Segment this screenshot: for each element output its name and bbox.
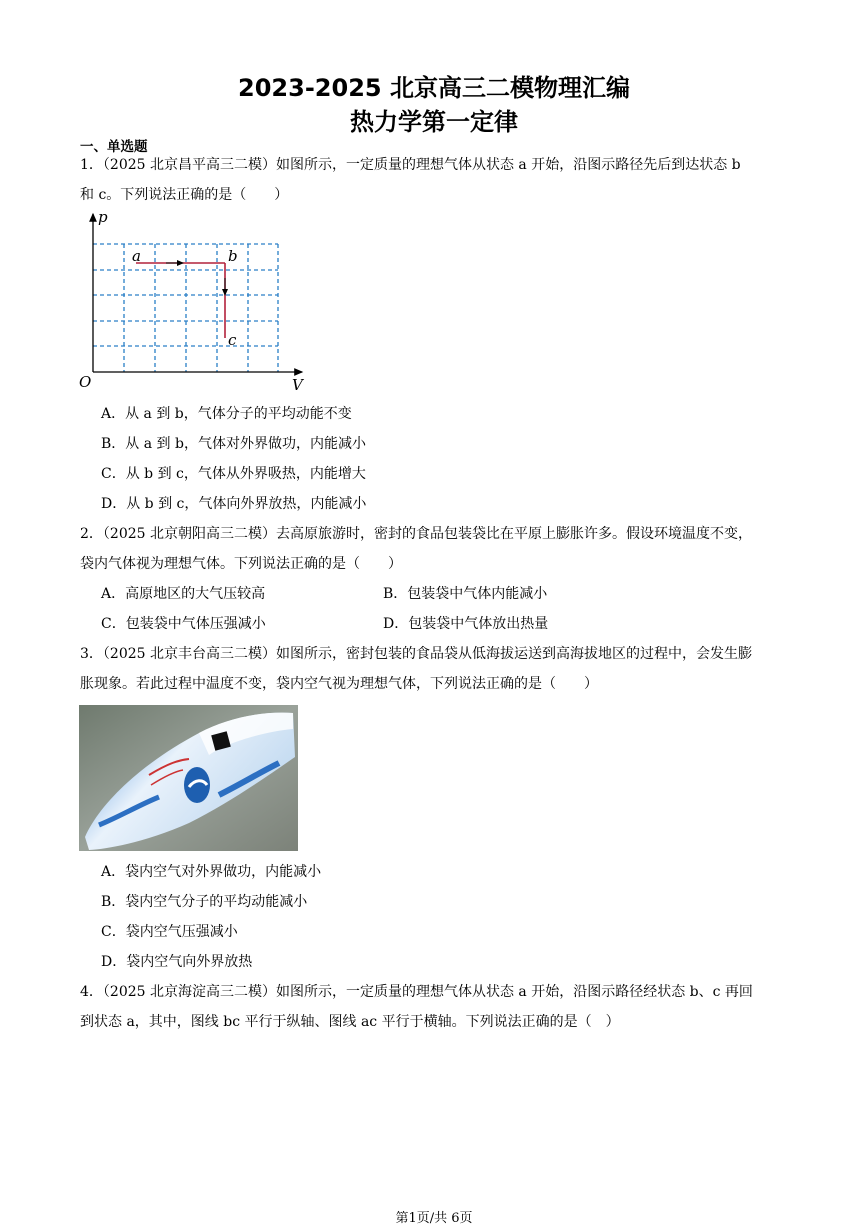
q1-graph-label-b: b — [228, 247, 238, 265]
q1-graph-label-p: p — [98, 208, 108, 226]
document-title: 2023-2025 北京高三二模物理汇编 — [238, 74, 630, 102]
q1-graph-path — [136, 263, 225, 338]
q4-stem-line1: 4．（2025 北京海淀高三二模）如图所示，一定质量的理想气体从状态 a 开始，沿图示路径经状态 b、c 再回 — [80, 984, 753, 1000]
q2-option-c[interactable]: C．包装袋中气体压强减小 — [101, 616, 266, 632]
q1-option-d[interactable]: D．从 b 到 c，气体向外界放热，内能减小 — [101, 496, 367, 512]
q2-stem-line1: 2．（2025 北京朝阳高三二模）去高原旅游时，密封的食品包装袋比在平原上膨胀许多。假设环境温度不变， — [80, 526, 752, 542]
q3-option-d[interactable]: D．袋内空气向外界放热 — [101, 954, 253, 970]
q4-stem-line2: 到状态 a，其中，图线 bc 平行于纵轴、图线 ac 平行于横轴。下列说法正确的是（ ） — [80, 1014, 620, 1030]
q1-pv-graph — [76, 208, 316, 396]
q1-graph-label-c: c — [228, 331, 237, 349]
section-heading: 一、单选题 — [80, 139, 148, 155]
q1-stem-line1: 1．（2025 北京昌平高三二模）如图所示，一定质量的理想气体从状态 a 开始，沿图示路径先后到达状态 b — [80, 157, 741, 173]
q3-stem-line1: 3．（2025 北京丰台高三二模）如图所示，密封包装的食品袋从低海拔运送到高海拔地区的过程中，会发生膨 — [80, 646, 752, 662]
q3-food-bag-photo — [79, 705, 298, 851]
q3-option-b[interactable]: B．袋内空气分子的平均动能减小 — [101, 894, 308, 910]
q3-option-a[interactable]: A．袋内空气对外界做功，内能减小 — [101, 864, 322, 880]
q3-stem-line2: 胀现象。若此过程中温度不变，袋内空气视为理想气体，下列说法正确的是（ ） — [80, 676, 598, 692]
q1-graph-label-v: V — [292, 376, 303, 394]
q2-stem-line2: 袋内气体视为理想气体。下列说法正确的是（ ） — [80, 556, 402, 572]
page-footer: 第1页/共 6页 — [395, 1211, 473, 1226]
q2-option-a[interactable]: A．高原地区的大气压较高 — [101, 586, 266, 602]
q2-option-d[interactable]: D．包装袋中气体放出热量 — [383, 616, 549, 632]
q1-stem-line2: 和 c。下列说法正确的是（ ） — [80, 187, 289, 203]
q1-option-b[interactable]: B．从 a 到 b，气体对外界做功，内能减小 — [101, 436, 366, 452]
q1-option-a[interactable]: A．从 a 到 b，气体分子的平均动能不变 — [101, 406, 352, 422]
q1-graph-label-o: O — [79, 373, 92, 391]
q1-option-c[interactable]: C．从 b 到 c，气体从外界吸热，内能增大 — [101, 466, 366, 482]
document-subtitle: 热力学第一定律 — [350, 108, 518, 136]
q3-option-c[interactable]: C．袋内空气压强减小 — [101, 924, 238, 940]
q2-option-b[interactable]: B．包装袋中气体内能减小 — [383, 586, 548, 602]
q1-graph-label-a: a — [132, 247, 141, 265]
